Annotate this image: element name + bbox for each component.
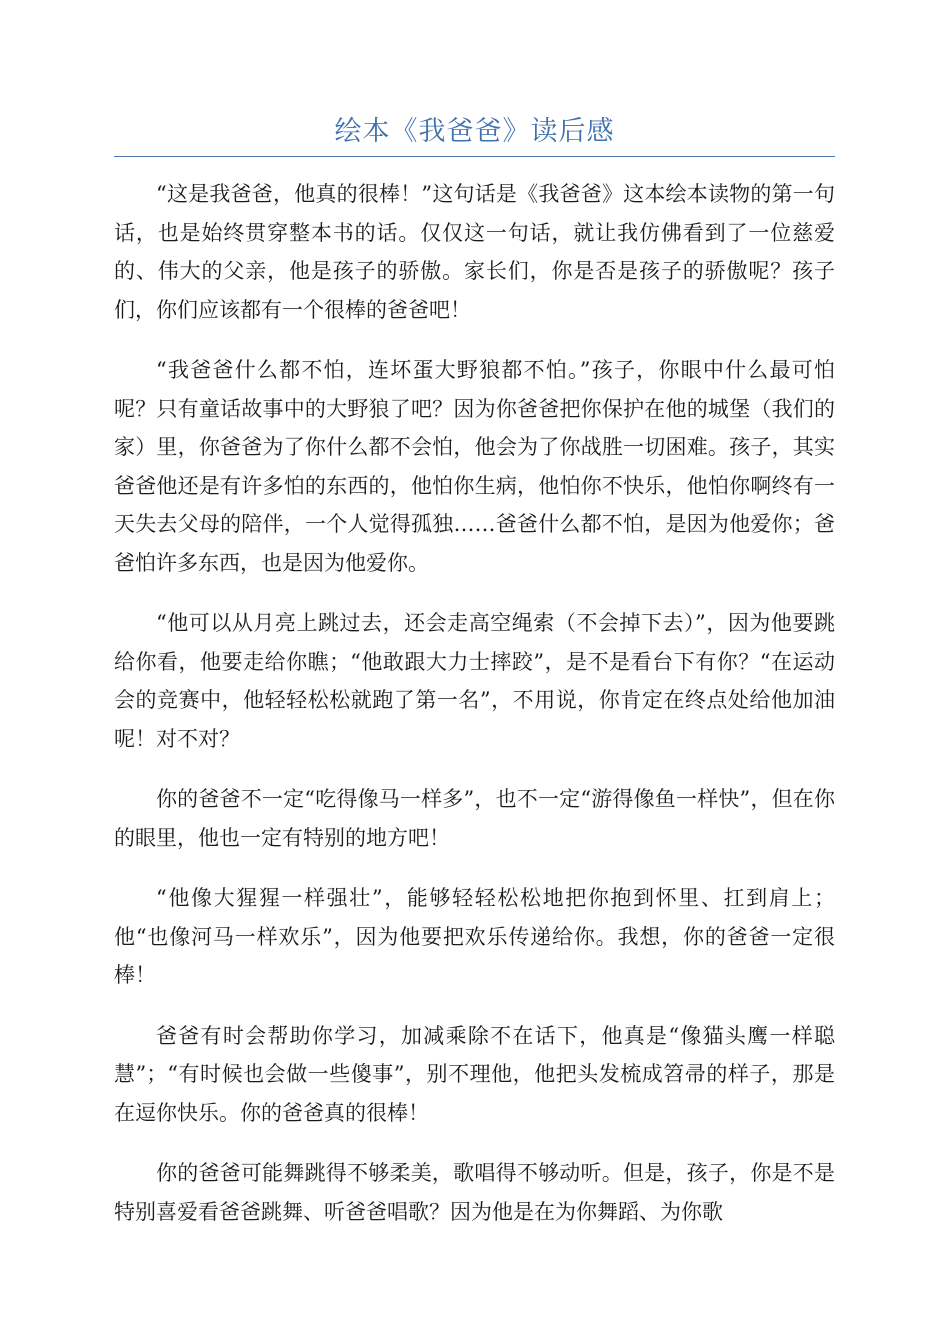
paragraph-3: “他可以从月亮上跳过去，还会走高空绳索（不会掉下去）”，因为他要跳给你看，他要走给你瞧；“他敢跟大力士摔跤”，是不是看台下有你？“在运动会的竞赛中，他轻轻松松就跑了第一名”，不用说，你肯定在终点处给他加油呢！对不对？ <box>114 611 835 751</box>
paragraph-7: 你的爸爸可能舞跳得不够柔美，歌唱得不够动听。但是，孩子，你是不是特别喜爱看爸爸跳舞、听爸爸唱歌？因为他是在为你舞蹈、为你歌 <box>114 1161 835 1224</box>
paragraph-4: 你的爸爸不一定“吃得像马一样多”，也不一定“游得像鱼一样快”，但在你的眼里，他也一定有特别的地方吧！ <box>114 787 835 850</box>
title-block <box>114 112 835 157</box>
page-title: 绘本《我爸爸》读后感 <box>334 116 615 147</box>
paragraph-1: “这是我爸爸，他真的很棒！”这句话是《我爸爸》这本绘本读物的第一句话，也是始终贯穿整本书的话。仅仅这一句话，就让我仿佛看到了一位慈爱的、伟大的父亲，他是孩子的骄傲。家长们，你是否是孩子的骄傲呢？孩子们，你们应该都有一个很棒的爸爸吧！ <box>114 182 835 322</box>
document-body <box>114 175 835 1253</box>
paragraph-5: “他像大猩猩一样强壮”，能够轻轻松松地把你抱到怀里、扛到肩上；他“也像河马一样欢乐”，因为他要把欢乐传递给你。我想，你的爸爸一定很棒！ <box>114 886 835 987</box>
paragraph-6: 爸爸有时会帮助你学习，加减乘除不在话下，他真是“像猫头鹰一样聪慧”；“有时候也会做一些傻事”，别不理他，他把头发梳成笤帚的样子，那是在逗你快乐。你的爸爸真的很棒！ <box>114 1023 835 1125</box>
paragraph-2: “我爸爸什么都不怕，连坏蛋大野狼都不怕。”孩子，你眼中什么最可怕呢？只有童话故事中的大野狼了吧？因为你爸爸把你保护在他的城堡（我们的家）里，你爸爸为了你什么都不会怕，他会为了你战胜一切困难。孩子，其实爸爸他还是有许多怕的东西的，他怕你生病，他怕你不快乐，他怕你啊终有一天失去父母的陪伴，一个人觉得孤独……爸爸什么都不怕，是因为他爱你；爸爸怕许多东西，也是因为他爱你。 <box>114 358 835 575</box>
